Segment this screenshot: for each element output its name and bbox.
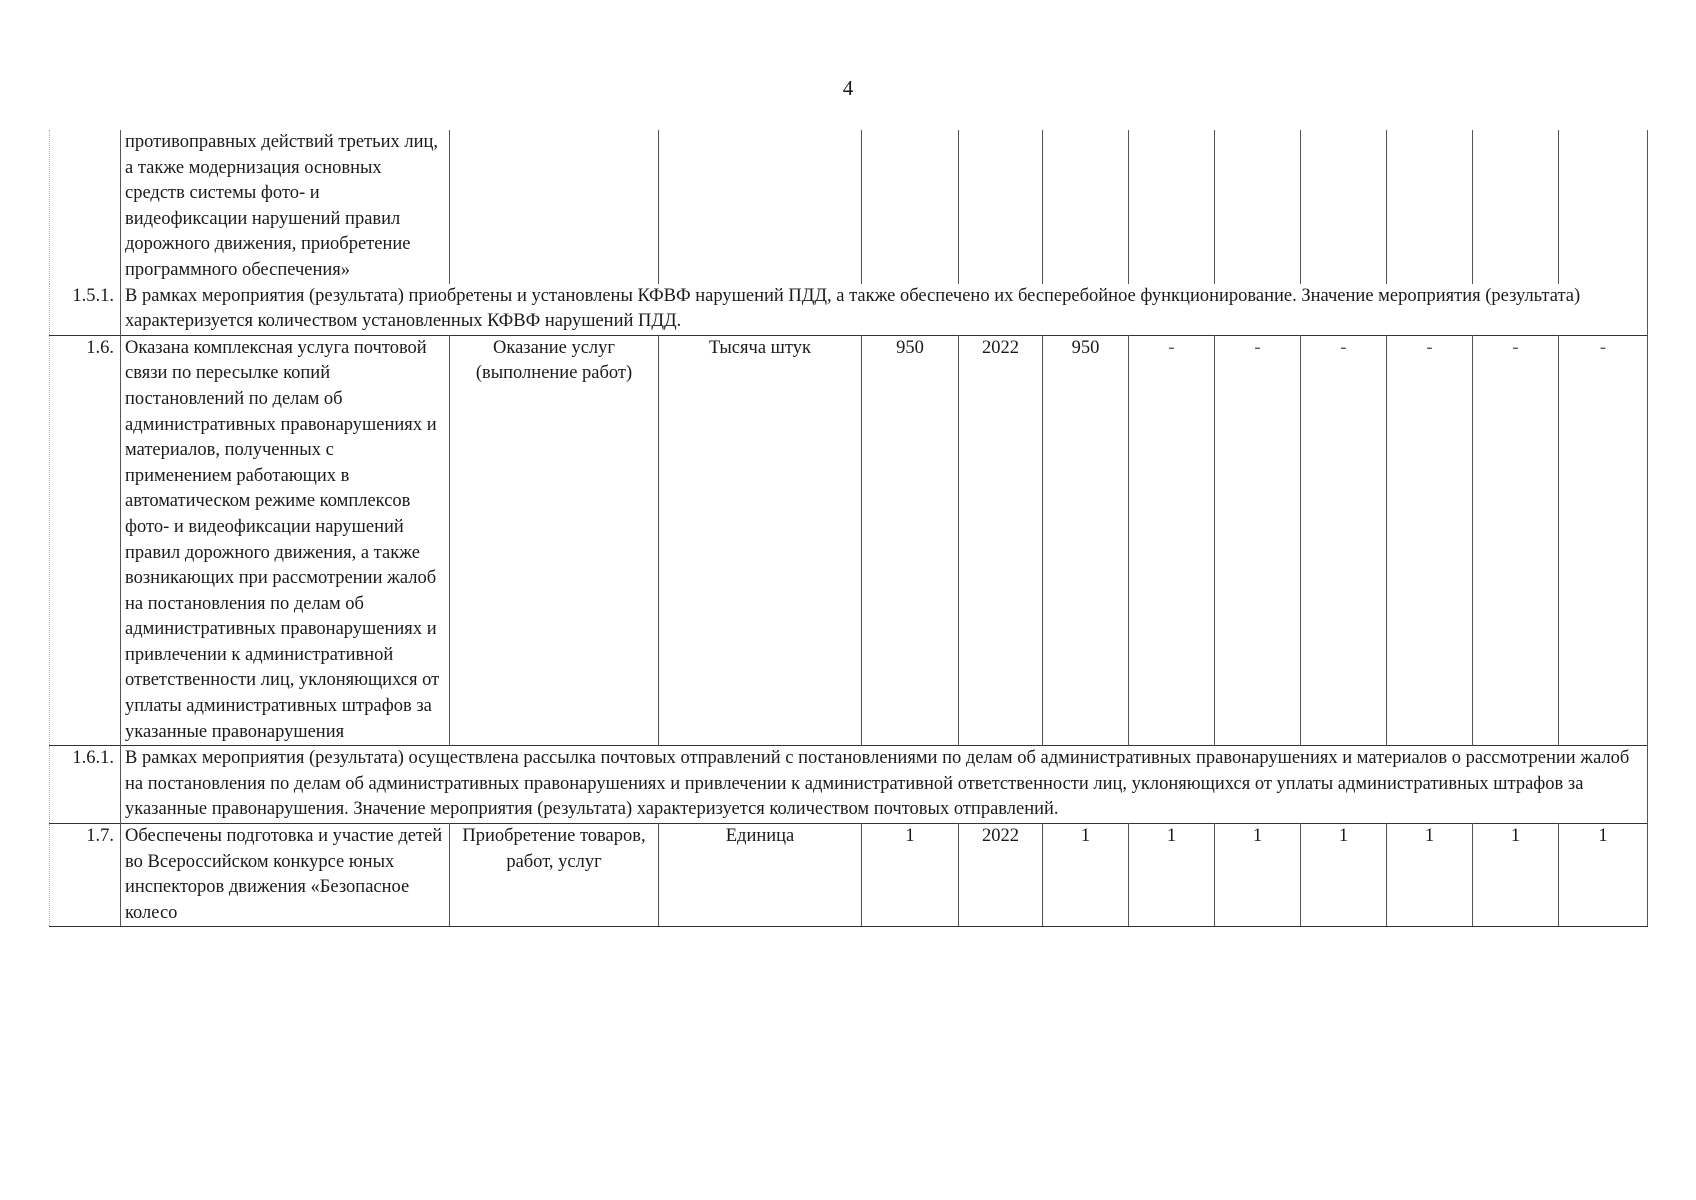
year-value: - xyxy=(1129,335,1215,746)
measure-type: Оказание услуг (выполнение работ) xyxy=(450,335,659,746)
year-value: - xyxy=(1559,335,1648,746)
year-value xyxy=(1387,130,1473,284)
base-year: 2022 xyxy=(959,335,1043,746)
year-value: 1 xyxy=(1301,824,1387,927)
table-row xyxy=(50,746,1648,824)
year-value: 1 xyxy=(1473,824,1559,927)
measure-unit: Единица xyxy=(659,824,862,927)
year-value: 1 xyxy=(1215,824,1301,927)
table-row xyxy=(50,284,1648,336)
measure-name: Оказана комплексная услуга почтовой связи по пересылке копий постановлений по делам об административных правонарушениях и материалов, полученных с применением работающих в автоматическом режиме комплексов фото- и видеофиксации нарушений правил дорожного движения, а также возникающих при рассмотрении жалоб на постановления по делам об административных правонарушениях и привлечении к административной ответственности лиц, уклоняющихся от уплаты административных штрафов за указанные правонарушения xyxy=(121,335,450,746)
row-number xyxy=(50,130,121,284)
year-value: 1 xyxy=(1129,824,1215,927)
year-value xyxy=(1215,130,1301,284)
result-description: В рамках мероприятия (результата) приобретены и установлены КФВФ нарушений ПДД, а также обеспечено их бесперебойное функционирование. Значение мероприятия (результата) характеризуется количеством установленных КФВФ нарушений ПДД. xyxy=(121,284,1648,336)
base-value: 950 xyxy=(862,335,959,746)
base-value: 1 xyxy=(862,824,959,927)
measure-type xyxy=(450,130,659,284)
year-value: - xyxy=(1387,335,1473,746)
measure-unit: Тысяча штук xyxy=(659,335,862,746)
base-value xyxy=(862,130,959,284)
table-row xyxy=(50,824,1648,927)
base-year: 2022 xyxy=(959,824,1043,927)
result-description: В рамках мероприятия (результата) осуществлена рассылка почтовых отправлений с постановлениями по делам об административных правонарушениях и материалов о рассмотрении жалоб на постановления по делам об административных правонарушениях и привлечении к административной ответственности лиц, уклоняющихся от уплаты административных штрафов за указанные правонарушения. Значение мероприятия (результата) характеризуется количеством почтовых отправлений. xyxy=(121,746,1648,824)
row-number: 1.6.1. xyxy=(50,746,121,824)
table-row xyxy=(50,335,1648,746)
base-year xyxy=(959,130,1043,284)
year-value xyxy=(1043,130,1129,284)
year-value xyxy=(1559,130,1648,284)
measure-unit xyxy=(659,130,862,284)
year-value: 1 xyxy=(1043,824,1129,927)
row-number: 1.5.1. xyxy=(50,284,121,336)
year-value xyxy=(1473,130,1559,284)
table-row xyxy=(50,130,1648,284)
year-value xyxy=(1301,130,1387,284)
measures-table xyxy=(49,130,1648,927)
year-value: 1 xyxy=(1559,824,1648,927)
year-value: - xyxy=(1473,335,1559,746)
row-number: 1.6. xyxy=(50,335,121,746)
year-value: 1 xyxy=(1387,824,1473,927)
row-number: 1.7. xyxy=(50,824,121,927)
measure-name: противоправных действий третьих лиц, а также модернизация основных средств системы фото- и видеофиксации нарушений правил дорожного движения, приобретение программного обеспечения» xyxy=(121,130,450,284)
year-value: - xyxy=(1301,335,1387,746)
year-value xyxy=(1129,130,1215,284)
measure-name: Обеспечены подготовка и участие детей во Всероссийском конкурсе юных инспекторов движения «Безопасное колесо xyxy=(121,824,450,927)
year-value: - xyxy=(1215,335,1301,746)
year-value: 950 xyxy=(1043,335,1129,746)
measure-type: Приобретение товаров, работ, услуг xyxy=(450,824,659,927)
page-number: 4 xyxy=(842,76,854,100)
